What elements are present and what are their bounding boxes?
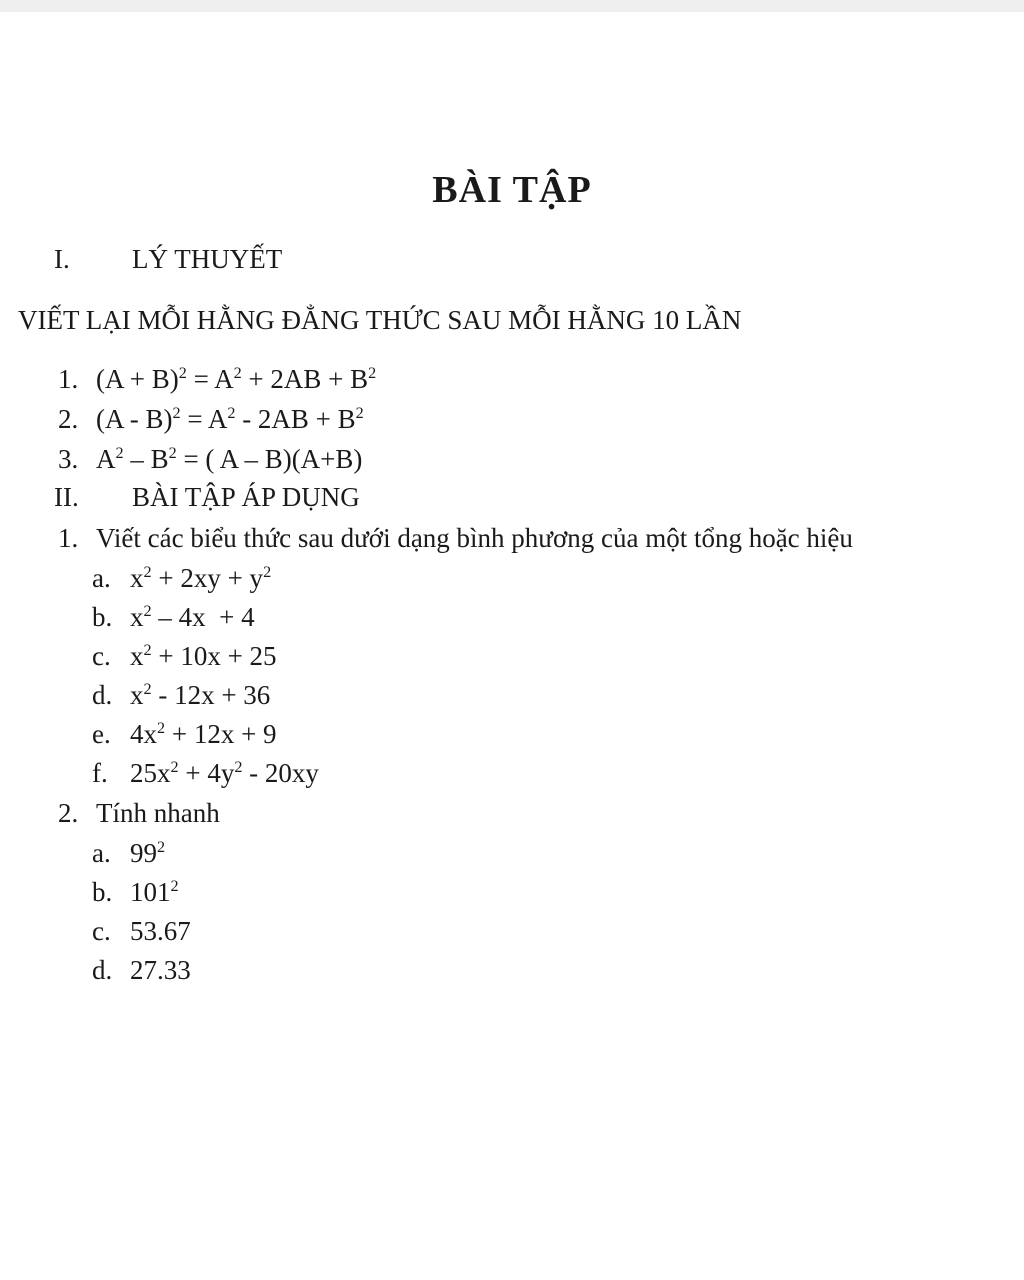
text-segment: x bbox=[130, 680, 144, 710]
section-label: LÝ THUYẾT bbox=[132, 244, 283, 274]
identity-item bbox=[58, 444, 362, 475]
list-item bbox=[92, 563, 271, 594]
exercise-1-heading bbox=[58, 523, 853, 554]
text-segment: x bbox=[130, 641, 144, 671]
item-number: 1. bbox=[58, 523, 79, 553]
item-number: 1. bbox=[58, 364, 79, 394]
text-segment: 25x bbox=[130, 758, 171, 788]
text-segment: x bbox=[130, 563, 144, 593]
text-segment: = ( A – B)(A+B) bbox=[176, 444, 363, 474]
exercise-2-heading bbox=[58, 798, 220, 829]
superscript: 2 bbox=[115, 444, 124, 462]
list-item bbox=[92, 955, 191, 986]
text-segment: x bbox=[130, 602, 144, 632]
text-segment: = A bbox=[180, 404, 228, 434]
text-segment: + 4y bbox=[178, 758, 235, 788]
text-segment: – B bbox=[123, 444, 169, 474]
text-segment: + 12x + 9 bbox=[165, 719, 277, 749]
item-number: 3. bbox=[58, 444, 79, 474]
item-number: 2. bbox=[58, 404, 79, 434]
text-segment: c. bbox=[92, 916, 111, 946]
section-heading-theory bbox=[54, 244, 282, 275]
text-segment: A bbox=[96, 444, 116, 474]
superscript: 2 bbox=[143, 680, 152, 698]
identity-item bbox=[58, 364, 376, 395]
text-segment: b. bbox=[92, 877, 113, 907]
text-segment: = A bbox=[186, 364, 234, 394]
superscript: 2 bbox=[227, 404, 236, 422]
superscript: 2 bbox=[170, 877, 179, 895]
superscript: 2 bbox=[143, 641, 152, 659]
list-item bbox=[92, 877, 179, 908]
superscript: 2 bbox=[178, 364, 187, 382]
superscript: 2 bbox=[355, 404, 364, 422]
text-segment: b. bbox=[92, 602, 113, 632]
page-title: BÀI TẬP bbox=[432, 169, 592, 211]
superscript: 2 bbox=[143, 563, 152, 581]
list-item bbox=[92, 916, 191, 947]
superscript: 2 bbox=[168, 444, 177, 462]
text-segment: f. bbox=[92, 758, 108, 788]
text-segment: - 2AB + B bbox=[235, 404, 356, 434]
superscript: 2 bbox=[157, 838, 166, 856]
superscript: 2 bbox=[143, 602, 152, 620]
exercise-text: Viết các biểu thức sau dưới dạng bình phương của một tổng hoặc hiệu bbox=[96, 523, 853, 553]
text-segment: 4x bbox=[130, 719, 157, 749]
section-roman: II. bbox=[54, 482, 79, 512]
list-item bbox=[92, 680, 270, 711]
item-number: 2. bbox=[58, 798, 79, 828]
superscript: 2 bbox=[172, 404, 181, 422]
identity-item bbox=[58, 404, 364, 435]
text-segment: a. bbox=[92, 838, 111, 868]
superscript: 2 bbox=[157, 719, 166, 737]
text-segment: + 10x + 25 bbox=[151, 641, 277, 671]
section-roman: I. bbox=[54, 244, 70, 274]
text-segment: 27.33 bbox=[130, 955, 191, 985]
text-segment: (A - B) bbox=[96, 404, 173, 434]
section-heading-practice bbox=[54, 482, 360, 513]
text-segment: - 12x + 36 bbox=[151, 680, 271, 710]
superscript: 2 bbox=[263, 563, 272, 581]
text-segment: + 2AB + B bbox=[241, 364, 369, 394]
superscript: 2 bbox=[233, 364, 242, 382]
exercise-text: Tính nhanh bbox=[96, 798, 220, 828]
list-item bbox=[92, 758, 319, 789]
instruction-text: VIẾT LẠI MỖI HẰNG ĐẲNG THỨC SAU MỖI HẰNG 10 LẦN bbox=[18, 305, 742, 335]
text-segment: 99 bbox=[130, 838, 157, 868]
list-item bbox=[92, 602, 255, 633]
superscript: 2 bbox=[234, 758, 243, 776]
text-segment: – 4x + 4 bbox=[151, 602, 255, 632]
text-segment: (A + B) bbox=[96, 364, 179, 394]
list-item bbox=[92, 719, 277, 750]
text-segment: d. bbox=[92, 955, 113, 985]
text-segment: + 2xy + y bbox=[151, 563, 264, 593]
list-item bbox=[92, 641, 277, 672]
list-item bbox=[92, 838, 165, 869]
text-segment: 53.67 bbox=[130, 916, 191, 946]
top-bar bbox=[0, 0, 1024, 12]
section-label: BÀI TẬP ÁP DỤNG bbox=[132, 482, 360, 512]
text-segment: d. bbox=[92, 680, 113, 710]
superscript: 2 bbox=[368, 364, 377, 382]
text-segment: e. bbox=[92, 719, 111, 749]
superscript: 2 bbox=[170, 758, 179, 776]
text-segment: c. bbox=[92, 641, 111, 671]
text-segment: a. bbox=[92, 563, 111, 593]
text-segment: - 20xy bbox=[242, 758, 319, 788]
text-segment: 101 bbox=[130, 877, 171, 907]
